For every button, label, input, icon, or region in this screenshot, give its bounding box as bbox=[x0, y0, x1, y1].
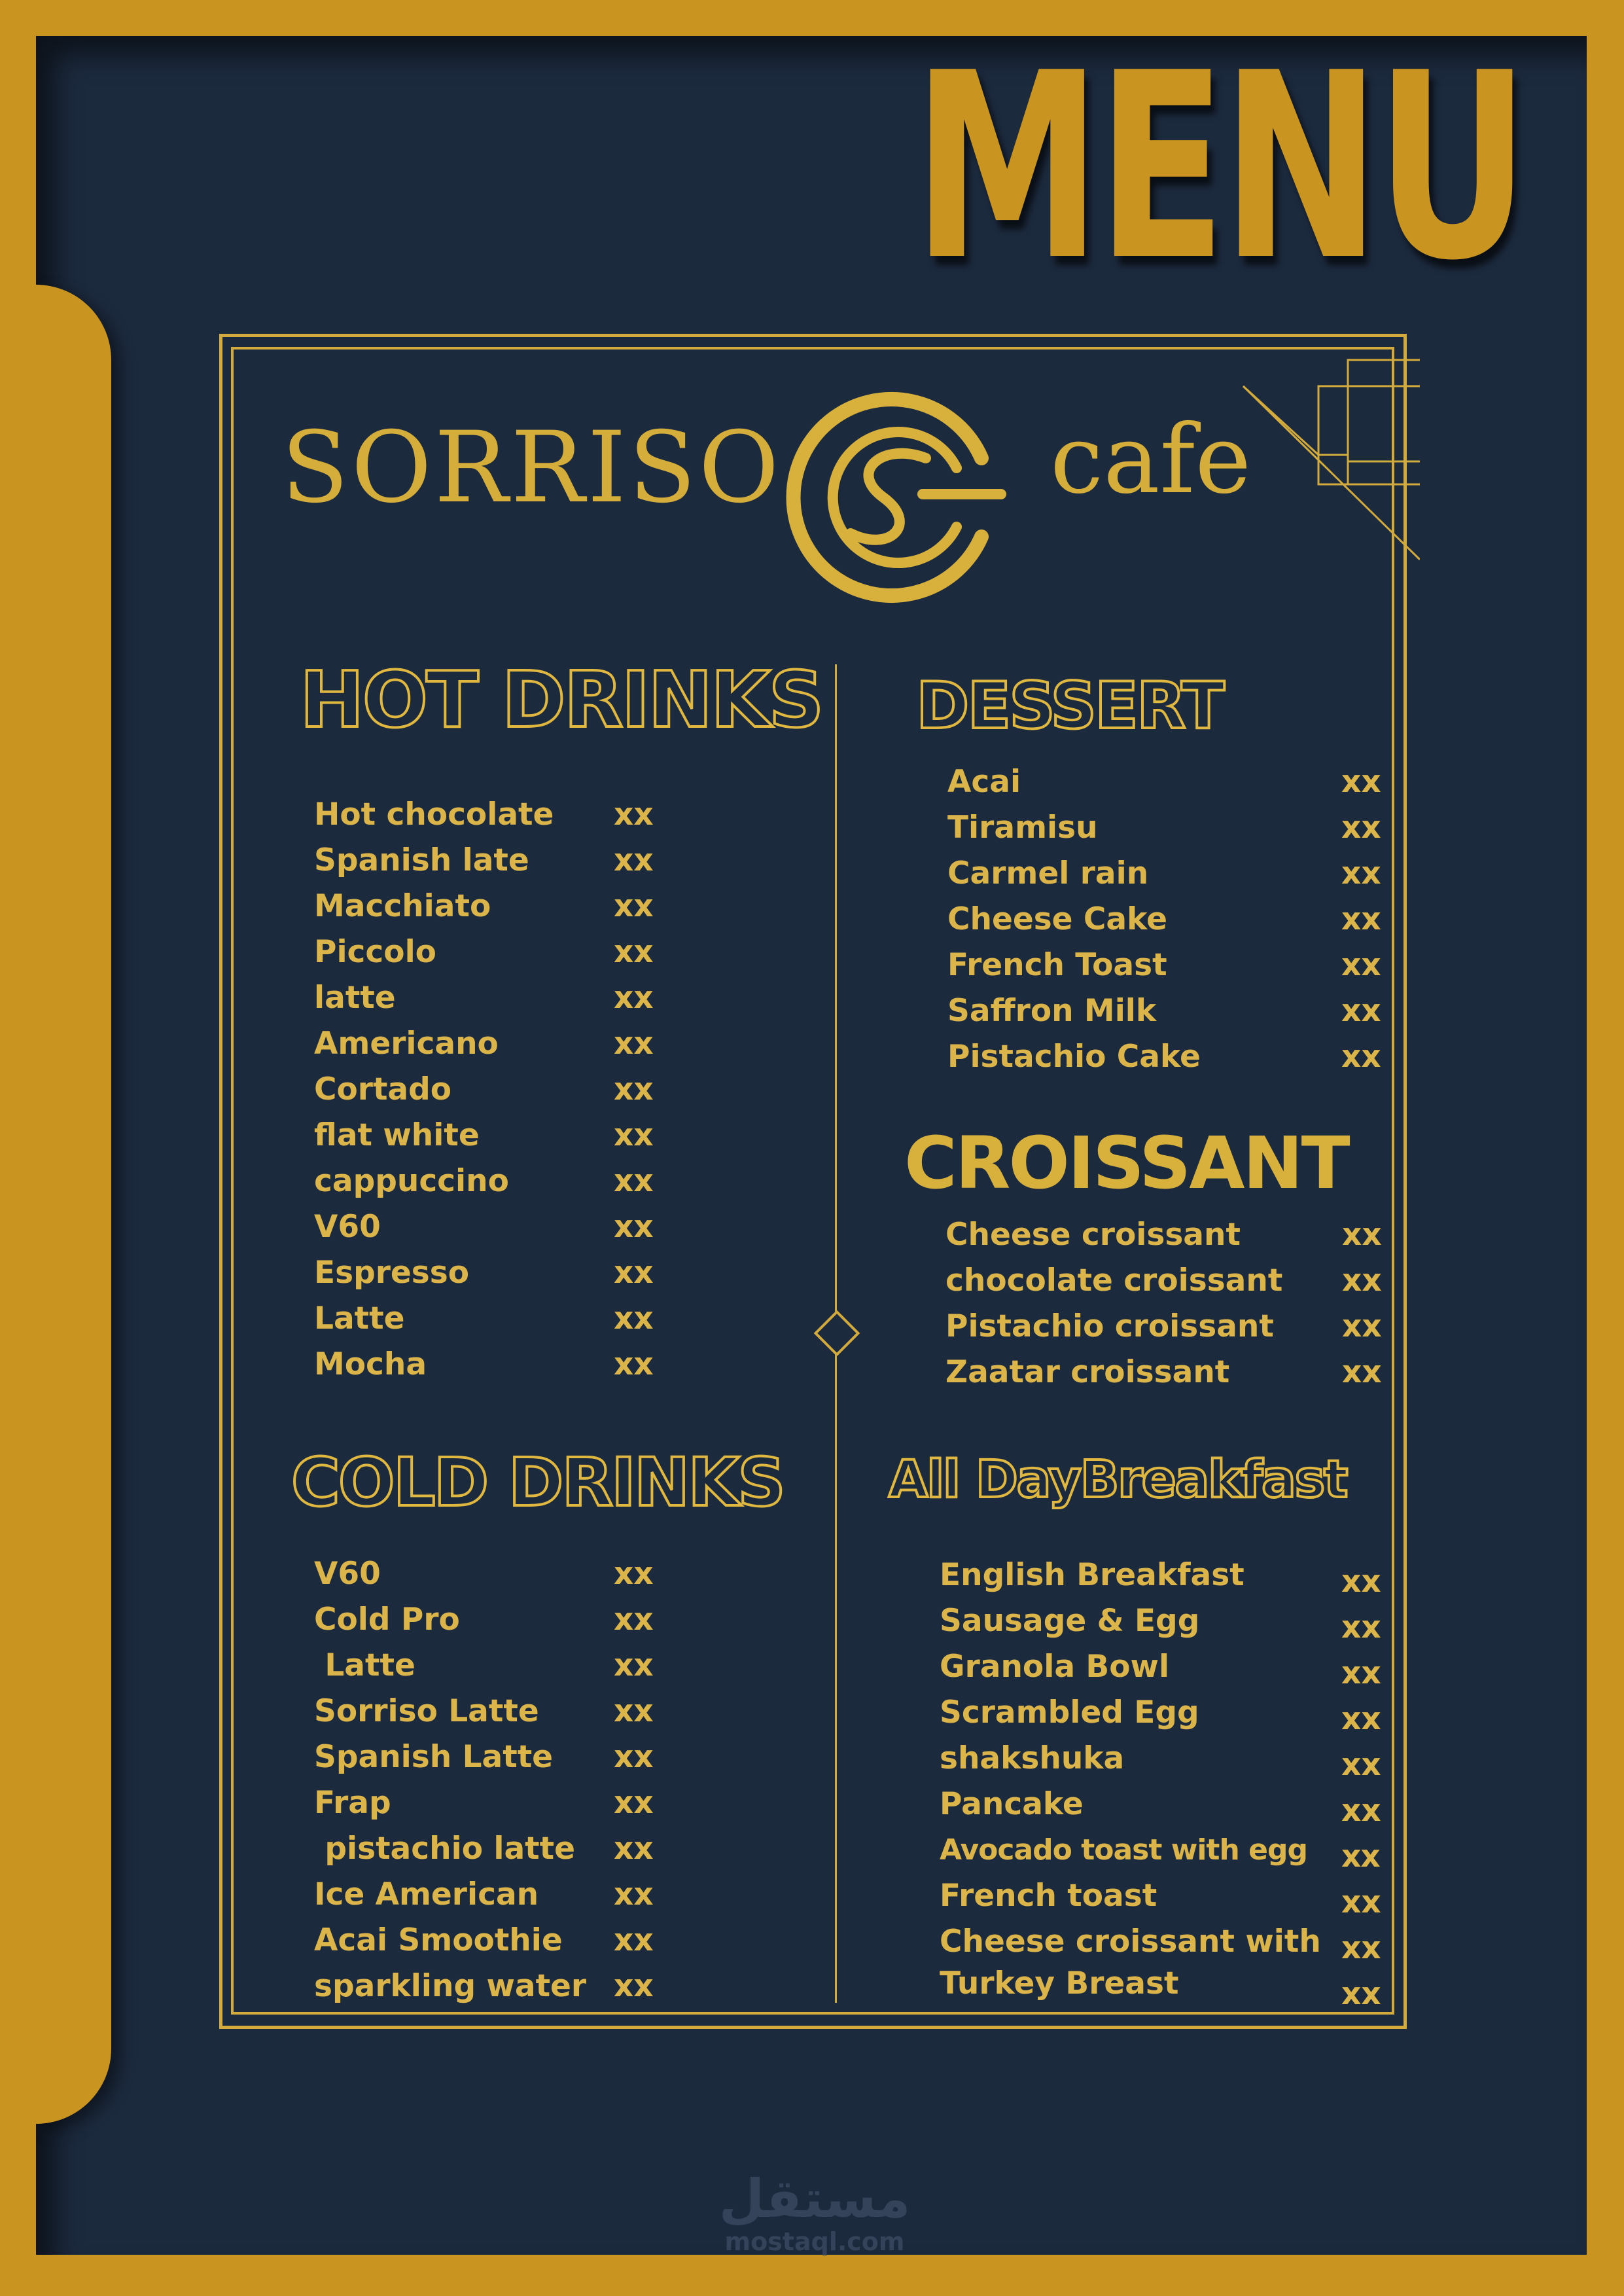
item-price: xx bbox=[614, 1647, 654, 1683]
list-item bbox=[945, 1304, 1390, 1350]
item-name: Mocha bbox=[314, 1346, 427, 1382]
item-price: xx bbox=[614, 1255, 654, 1291]
item-name: Avocado toast with egg bbox=[940, 1833, 1307, 1867]
hot-drinks-title: HOT DRINKS bbox=[300, 655, 822, 745]
item-name: pistachio latte bbox=[314, 1831, 575, 1867]
item-price: xx bbox=[614, 1693, 654, 1729]
list-item bbox=[940, 1961, 1398, 2012]
item-price: xx bbox=[614, 1556, 654, 1592]
item-price: xx bbox=[1341, 1976, 1381, 2012]
item-name: Latte bbox=[314, 1300, 405, 1336]
item-name: Pistachio Cake bbox=[947, 1039, 1201, 1075]
side-tab bbox=[36, 285, 111, 2124]
item-name: shakshuka bbox=[940, 1740, 1125, 1776]
croissant-list bbox=[945, 1212, 1390, 1395]
item-price: xx bbox=[1342, 1217, 1382, 1253]
list-item bbox=[940, 1552, 1398, 1598]
list-item bbox=[947, 805, 1392, 851]
list-item bbox=[940, 1690, 1398, 1736]
item-name: Pancake bbox=[940, 1786, 1084, 1822]
list-item bbox=[314, 929, 680, 975]
list-item bbox=[314, 1734, 680, 1780]
list-item bbox=[940, 1919, 1398, 1965]
item-price: xx bbox=[614, 1163, 654, 1199]
breakfast-title: All DayBreakfast bbox=[889, 1450, 1347, 1509]
item-name: Saffron Milk bbox=[947, 993, 1157, 1029]
list-item bbox=[314, 975, 680, 1021]
item-price: xx bbox=[614, 1602, 654, 1638]
item-price: xx bbox=[1341, 764, 1381, 800]
menu-title: MENU bbox=[913, 18, 1525, 317]
item-price: xx bbox=[1341, 1930, 1381, 1966]
item-name: Macchiato bbox=[314, 888, 491, 924]
item-name: Zaatar croissant bbox=[945, 1354, 1230, 1390]
item-name: Scrambled Egg bbox=[940, 1695, 1199, 1731]
item-price: xx bbox=[1341, 1564, 1381, 1600]
item-name: Latte bbox=[314, 1647, 415, 1683]
item-price: xx bbox=[1341, 1839, 1380, 1874]
item-price: xx bbox=[1341, 947, 1381, 983]
item-name: Sorriso Latte bbox=[314, 1693, 539, 1729]
list-item bbox=[940, 1736, 1398, 1782]
list-item bbox=[314, 1296, 680, 1342]
list-item bbox=[947, 851, 1392, 897]
list-item bbox=[947, 1034, 1392, 1080]
item-price: xx bbox=[1341, 1884, 1381, 1920]
item-name: V60 bbox=[314, 1556, 381, 1592]
list-item bbox=[314, 1021, 680, 1067]
item-name: Spanish Latte bbox=[314, 1739, 554, 1775]
list-item bbox=[314, 792, 680, 838]
list-item bbox=[314, 1158, 680, 1204]
item-price: xx bbox=[614, 1831, 654, 1867]
item-price: xx bbox=[614, 842, 654, 878]
item-price: xx bbox=[1342, 1308, 1382, 1344]
item-price: xx bbox=[614, 980, 654, 1016]
list-item bbox=[947, 988, 1392, 1034]
item-price: xx bbox=[1341, 810, 1381, 846]
item-price: xx bbox=[1341, 901, 1381, 937]
item-name: Hot chocolate bbox=[314, 797, 554, 833]
brand-suffix: cafe bbox=[1050, 404, 1252, 515]
item-name: Frap bbox=[314, 1785, 391, 1821]
item-price: xx bbox=[614, 888, 654, 924]
item-price: xx bbox=[614, 1876, 654, 1912]
list-item bbox=[940, 1873, 1398, 1919]
list-item bbox=[314, 1551, 680, 1597]
item-price: xx bbox=[614, 1117, 654, 1153]
list-item bbox=[940, 1644, 1398, 1690]
list-item bbox=[314, 1204, 680, 1250]
item-price: xx bbox=[614, 1071, 654, 1107]
item-name: Carmel rain bbox=[947, 855, 1149, 891]
item-price: xx bbox=[1341, 1747, 1381, 1783]
item-price: xx bbox=[614, 1968, 654, 2004]
item-name: Spanish late bbox=[314, 842, 529, 878]
watermark-arabic: مستقل bbox=[718, 2168, 911, 2229]
item-name: Acai Smoothie bbox=[314, 1922, 563, 1958]
item-name: Cortado bbox=[314, 1071, 452, 1107]
item-name: Cold Pro bbox=[314, 1602, 460, 1638]
croissant-title: CROISSANT bbox=[904, 1121, 1349, 1205]
item-price: xx bbox=[1342, 1263, 1382, 1299]
list-item bbox=[314, 1872, 680, 1918]
item-price: xx bbox=[614, 1922, 654, 1958]
item-price: xx bbox=[1341, 1793, 1381, 1829]
item-name: Acai bbox=[947, 764, 1021, 800]
item-name: chocolate croissant bbox=[945, 1263, 1283, 1299]
list-item bbox=[314, 1689, 680, 1734]
list-item bbox=[314, 838, 680, 884]
item-price: xx bbox=[1341, 993, 1381, 1029]
item-name: V60 bbox=[314, 1209, 381, 1245]
item-price: xx bbox=[614, 1346, 654, 1382]
list-item bbox=[940, 1782, 1398, 1827]
item-name: Cheese Cake bbox=[947, 901, 1167, 937]
watermark-latin: mostaql.com bbox=[724, 2227, 905, 2256]
dessert-title: DESSERT bbox=[916, 669, 1223, 744]
item-price: xx bbox=[1341, 855, 1381, 891]
item-name: Sausage & Egg bbox=[940, 1603, 1200, 1639]
list-item bbox=[314, 1780, 680, 1826]
item-name: flat white bbox=[314, 1117, 480, 1153]
item-name: Turkey Breast bbox=[940, 1965, 1179, 2001]
hot-drinks-list bbox=[314, 792, 680, 1388]
list-item bbox=[314, 1597, 680, 1643]
sorriso-logo-icon bbox=[785, 389, 1008, 605]
list-item bbox=[314, 1826, 680, 1872]
item-price: xx bbox=[1341, 1701, 1381, 1737]
watermark bbox=[707, 2168, 923, 2256]
list-item bbox=[947, 942, 1392, 988]
item-price: xx bbox=[614, 1026, 654, 1062]
item-name: Cheese croissant with bbox=[940, 1924, 1321, 1960]
item-price: xx bbox=[1342, 1354, 1382, 1390]
item-price: xx bbox=[1341, 1609, 1381, 1645]
item-price: xx bbox=[614, 934, 654, 970]
list-item bbox=[945, 1212, 1390, 1258]
item-name: sparkling water bbox=[314, 1968, 587, 2004]
dessert-list bbox=[947, 759, 1392, 1080]
list-item bbox=[945, 1258, 1390, 1304]
list-item bbox=[947, 897, 1392, 942]
list-item bbox=[314, 884, 680, 929]
item-price: xx bbox=[614, 797, 654, 833]
item-price: xx bbox=[614, 1209, 654, 1245]
list-item bbox=[314, 1918, 680, 1964]
item-price: xx bbox=[614, 1785, 654, 1821]
item-name: Piccolo bbox=[314, 934, 436, 970]
item-name: Cheese croissant bbox=[945, 1217, 1241, 1253]
item-name: Ice American bbox=[314, 1876, 539, 1912]
item-name: latte bbox=[314, 980, 396, 1016]
item-price: xx bbox=[1341, 1655, 1381, 1691]
list-item bbox=[940, 1598, 1398, 1644]
cold-drinks-title: COLD DRINKS bbox=[291, 1444, 784, 1522]
brand-name: SORRISO bbox=[281, 411, 782, 525]
list-item bbox=[940, 1827, 1398, 1873]
list-item bbox=[314, 1067, 680, 1113]
item-price: xx bbox=[614, 1739, 654, 1775]
item-name: cappuccino bbox=[314, 1163, 509, 1199]
item-name: Tiramisu bbox=[947, 810, 1098, 846]
list-item bbox=[314, 1342, 680, 1388]
item-price: xx bbox=[1341, 1039, 1381, 1075]
list-item bbox=[314, 1250, 680, 1296]
item-name: French toast bbox=[940, 1878, 1157, 1914]
item-name: Pistachio croissant bbox=[945, 1308, 1274, 1344]
list-item bbox=[314, 1964, 680, 2009]
item-name: English Breakfast bbox=[940, 1557, 1244, 1593]
breakfast-list bbox=[940, 1552, 1398, 2012]
list-item bbox=[314, 1643, 680, 1689]
list-item bbox=[314, 1113, 680, 1158]
list-item bbox=[945, 1350, 1390, 1395]
item-name: Granola Bowl bbox=[940, 1649, 1170, 1685]
item-price: xx bbox=[614, 1300, 654, 1336]
cold-drinks-list bbox=[314, 1551, 680, 2009]
list-item bbox=[947, 759, 1392, 805]
item-name: Espresso bbox=[314, 1255, 470, 1291]
item-name: Americano bbox=[314, 1026, 499, 1062]
item-name: French Toast bbox=[947, 947, 1167, 983]
